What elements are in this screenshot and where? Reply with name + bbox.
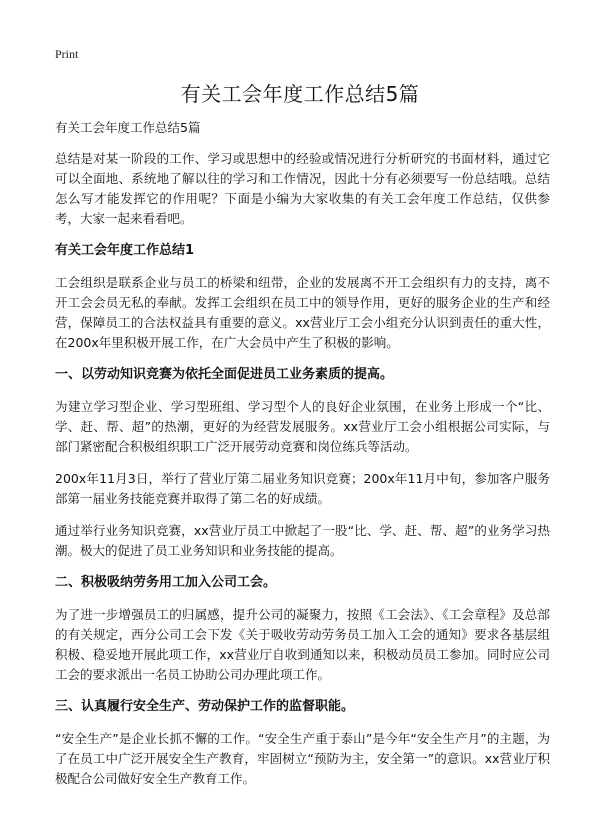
intro-paragraph: 总结是对某一阶段的工作、学习或思想中的经验或情况进行分析研究的书面材料，通过它可以全面地、系统地了解以往的学习和工作情况，因此十分有必须要写一份总结哦。总结怎么写才能发挥它的作用呢？下面是小编为大家收集的有关工会年度工作总结，仅供参考，大家一起来看看吧。 xyxy=(55,151,550,226)
section-1-heading: 有关工会年度工作总结1 xyxy=(55,243,195,258)
paragraph-three: “安全生产”是企业长抓不懈的工作。“安全生产重于泰山”是今年“安全生产月”的主题，为了在员工中广泛开展安全生产教育，牢固树立“预防为主，安全第一”的意识。xx营业厅积极配合公司做好安全生产教育工作。 xyxy=(55,731,550,786)
document-body xyxy=(55,118,550,801)
heading-three: 三、认真履行安全生产、劳动保护工作的监督职能。 xyxy=(55,699,355,714)
print-link[interactable]: Print xyxy=(55,47,79,61)
paragraph-one-c: 通过举行业务知识竞赛，xx营业厅员工中掀起了一股“比、学、赶、帮、超”的业务学习热潮。极大的促进了员工业务知识和业务技能的提高。 xyxy=(55,523,550,558)
heading-two: 二、积极吸纳劳务用工加入公司工会。 xyxy=(55,575,277,590)
document-title: 有关工会年度工作总结5篇 xyxy=(180,82,420,106)
document-subtitle: 有关工会年度工作总结5篇 xyxy=(55,120,201,135)
heading-one: 一、以劳动知识竞赛为依托全面促进员工业务素质的提高。 xyxy=(55,367,394,382)
paragraph-one-a: 为建立学习型企业、学习型班组、学习型个人的良好企业氛围，在业务上形成一个“比、学、赶、帮、超”的热潮，更好的为经营发展服务。xx营业厅工会小组根据公司实际，与部门紧密配合积极组织职工广泛开展劳动竞赛和岗位练兵等活动。 xyxy=(55,399,550,454)
paragraph-one-b: 200x年11月3日，举行了营业厅第二届业务知识竞赛；200x年11月中旬，参加客户服务部第一届业务技能竞赛并取得了第二名的好成绩。 xyxy=(55,471,550,506)
paragraph-two: 为了进一步增强员工的归属感，提升公司的凝聚力，按照《工会法》、《工会章程》及总部的有关规定，西分公司工会下发《关于吸收劳动劳务员工加入工会的通知》要求各基层组积极、稳妥地开展此项工作，xx营业厅自收到通知以来，积极动员员工参加。同时应公司工会的要求派出一名员工协助公司办理此项工作。 xyxy=(55,607,550,682)
section-1-paragraph: 工会组织是联系企业与员工的桥梁和纽带，企业的发展离不开工会组织有力的支持，离不开工会会员无私的奉献。发挥工会组织在员工中的领导作用，更好的服务企业的生产和经营，保障员工的合法权益具有重要的意义。xx营业厅工会小组充分认识到责任的重大性，在200x年里积极开展工作，在广大会员中产生了积极的影响。 xyxy=(55,275,550,350)
